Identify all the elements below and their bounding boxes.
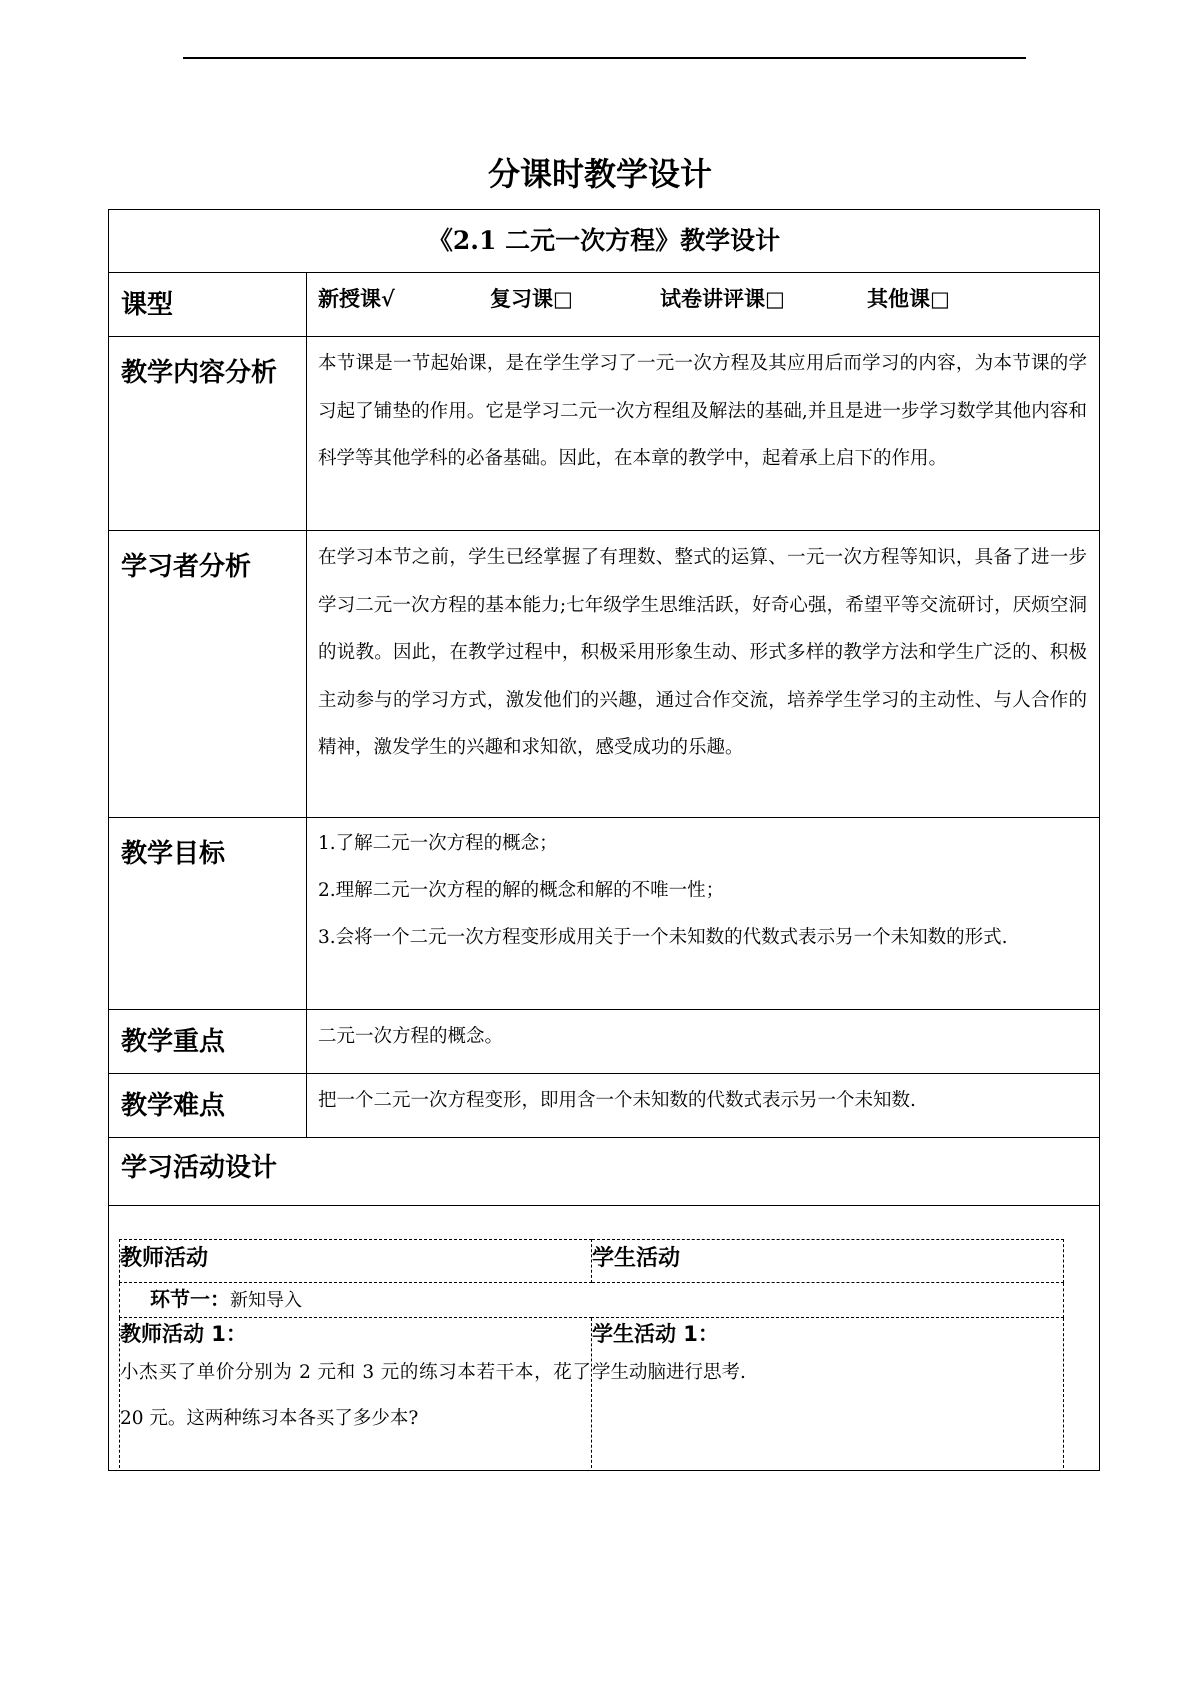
row-label-content-analysis: 教学内容分析: [121, 358, 278, 388]
lesson-type-option: 其他课□: [867, 286, 950, 311]
learner-analysis-text: 在学习本节之前，学生已经掌握了有理数、整式的运算、一元一次方程等知识，具备了进一步学习二元一次方程的基本能力;七年级学生思维活跃，好奇心强，希望平等交流研讨，厌烦空洞的说教。因此，在教学过程中，积极采用形象生动、形式多样的教学方法和学生广泛的、积极主动参与的学习方式，激发他们的兴趣，通过合作交流，培养学生学习的主动性、与人合作的精神，激发学生的兴趣和求知欲，感受成功的乐趣。: [318, 547, 1087, 758]
student-activity-text: 学生动脑进行思考.: [592, 1362, 746, 1383]
objective-item: 3.会将一个二元一次方程变形成用关于一个未知数的代数式表示另一个未知数的形式.: [318, 927, 1008, 948]
document-title: 分课时教学设计: [487, 155, 712, 193]
row-label-lesson-type: 课型: [121, 290, 174, 320]
lesson-type-option: 新授课√: [318, 286, 395, 311]
difficulties-text: 把一个二元一次方程变形，即用含一个未知数的代数式表示另一个未知数.: [318, 1090, 916, 1111]
student-activity-cell: [592, 1318, 1064, 1469]
teacher-activity-cell: [120, 1318, 592, 1469]
content-analysis-text: 本节课是一节起始课，是在学生学习了一元一次方程及其应用后而学习的内容，为本节课的学习起了铺垫的作用。它是学习二元一次方程组及解法的基础,并且是进一步学习数学其他内容和科学等其他学科的必备基础。因此，在本章的教学中，起着承上启下的作用。: [318, 353, 1087, 469]
teacher-activity-title: 教师活动 1：: [120, 1322, 247, 1346]
teacher-activity-header: 教师活动: [120, 1240, 592, 1283]
objective-item: 1.了解二元一次方程的概念；: [318, 833, 558, 854]
lesson-title: 《2.1 二元一次方程》教学设计: [109, 210, 1100, 273]
objectives-list: [307, 818, 1099, 967]
row-label-learner-analysis: 学习者分析: [121, 552, 252, 582]
key-points-text: 二元一次方程的概念。: [318, 1026, 504, 1047]
activity-table: [119, 1239, 1064, 1468]
activity-design-heading: 学习活动设计: [121, 1153, 278, 1183]
lesson-type-option: 试卷讲评课□: [660, 286, 785, 311]
lesson-type-option: 复习课□: [490, 286, 573, 311]
header-rule: [183, 57, 1026, 59]
lesson-type-options: [307, 273, 1099, 317]
row-label-key-points: 教学重点: [121, 1027, 226, 1057]
stage-label: 环节一：: [150, 1287, 230, 1311]
stage-text: 新知导入: [230, 1290, 302, 1311]
stage-row: [120, 1283, 1064, 1318]
row-label-difficulties: 教学难点: [121, 1091, 226, 1121]
lesson-plan-table: [108, 209, 1100, 1471]
teacher-activity-text: 小杰买了单价分别为 2 元和 3 元的练习本若干本，花了 20 元。这两种练习本各买了多少本?: [120, 1362, 591, 1429]
objective-item: 2.理解二元一次方程的解的概念和解的不唯一性；: [318, 880, 725, 901]
student-activity-title: 学生活动 1：: [592, 1322, 719, 1346]
row-label-objectives: 教学目标: [121, 839, 226, 869]
activity-design-body: [109, 1206, 1100, 1471]
student-activity-header: 学生活动: [592, 1240, 1064, 1283]
